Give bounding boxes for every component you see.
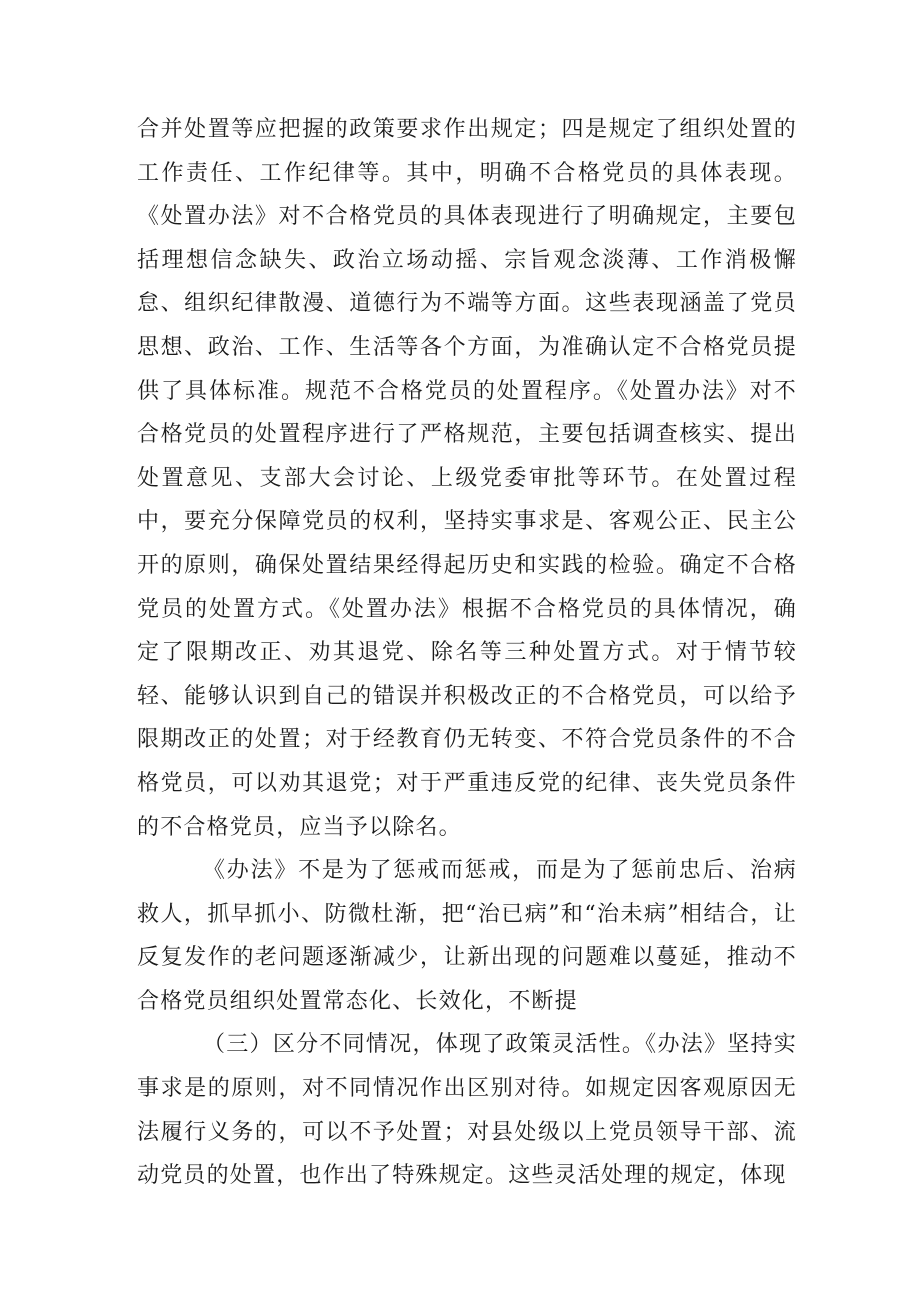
paragraph-1: 合并处置等应把握的政策要求作出规定；四是规定了组织处置的工作责任、工作纪律等。其中，明确不合格党员的具体表现。《处置办法》对不合格党员的具体表现进行了明确规定，主要包括理想信念缺失、政治立场动摇、宗旨观念淡薄、工作消极懈怠、组织纪律散漫、道德行为不端等方面。这些表现涵盖了党员思想、政治、工作、生活等各个方面，为准确认定不合格党员提供了具体标准。规范不合格党员的处置程序。《处置办法》对不合格党员的处置程序进行了严格规范，主要包括调查核实、提出处置意见、支部大会讨论、上级党委审批等环节。在处置过程中，要充分保障党员的权利，坚持实事求是、客观公正、民主公开的原则，确保处置结果经得起历史和实践的检验。确定不合格党员的处置方式。《处置办法》根据不合格党员的具体情况，确定了限期改正、劝其退党、除名等三种处置方式。对于情节较轻、能够认识到自己的错误并积极改正的不合格党员，可以给予限期改正的处置；对于经教育仍无转变、不符合党员条件的不合格党员，可以劝其退党；对于严重违反党的纪律、丧失党员条件的不合格党员，应当予以除名。 (137, 117, 797, 840)
paragraph-2: 《办法》不是为了惩戒而惩戒，而是为了惩前忠后、治病救人，抓早抓小、防微杜渐，把“治已病”和“治未病”相结合，让反复发作的老问题逐渐减少，让新出现的问题难以蔓延，推动不合格党员组织处置常态化、长效化，不断提 (137, 858, 797, 1014)
paragraph-3: （三）区分不同情况，体现了政策灵活性。《办法》坚持实事求是的原则，对不同情况作出区别对待。如规定因客观原因无法履行义务的，可以不予处置；对县处级以上党员领导干部、流动党员的处置，也作出了特殊规定。这些灵活处理的规定，体现 (137, 1032, 797, 1189)
document-body (137, 108, 797, 1198)
